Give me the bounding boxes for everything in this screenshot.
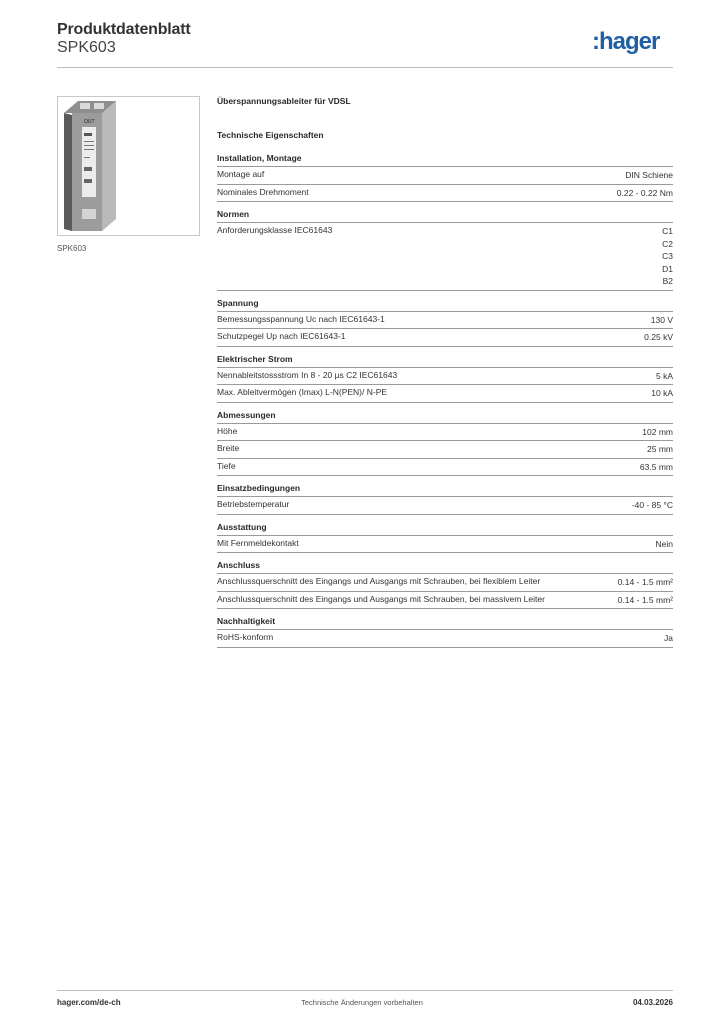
spec-row: [217, 536, 673, 554]
spec-section: [217, 616, 673, 648]
spec-label: Anschlussquerschnitt des Eingangs und Ausgangs mit Schrauben, bei flexiblem Leiter: [217, 576, 541, 586]
spec-value-item: D1: [662, 263, 673, 274]
spec-label: Schutzpegel Up nach IEC61643-1: [217, 331, 346, 341]
spec-section: [217, 153, 673, 202]
spec-label: Anschlussquerschnitt des Eingangs und Ausgangs mit Schrauben, bei massivem Leiter: [217, 593, 545, 604]
spec-value: [624, 499, 673, 512]
spec-value-item: B2: [662, 276, 673, 286]
spec-row: [217, 459, 673, 477]
spec-label: Mit Fernmeldekontakt: [217, 537, 299, 548]
spec-value-item: 25 mm: [647, 444, 673, 454]
spec-value: [609, 187, 673, 200]
spec-label: Tiefe: [217, 460, 236, 471]
spec-row: [217, 223, 673, 291]
image-caption: SPK603: [57, 244, 87, 253]
section-title: Abmessungen: [217, 410, 673, 424]
section-title: Nachhaltigkeit: [217, 616, 673, 630]
spec-value: [610, 576, 673, 589]
spec-value-item: 0.14 - 1.5 mm²: [617, 594, 673, 605]
spec-value-item: C1: [662, 226, 673, 236]
spec-value-item: DIN Schiene: [625, 170, 673, 180]
spec-label: Nominales Drehmoment: [217, 186, 309, 197]
spec-value: [656, 632, 673, 645]
spec-row: [217, 368, 673, 386]
product-image: [57, 96, 200, 236]
spec-value: [636, 331, 673, 344]
spec-value: [654, 225, 673, 288]
spec-value-item: -40 - 85 °C: [631, 500, 673, 510]
footer-divider: [57, 990, 673, 991]
product-code: SPK603: [57, 39, 116, 56]
spec-value-item: 5 kA: [655, 370, 673, 381]
spec-sections: [217, 153, 673, 648]
spec-value: [610, 594, 673, 607]
spec-value: [643, 314, 673, 327]
spec-value: [643, 387, 673, 400]
spec-value: [617, 169, 673, 182]
spec-row: [217, 385, 673, 403]
section-title: Normen: [217, 209, 673, 223]
spec-value: [639, 443, 673, 456]
spec-row: [217, 441, 673, 459]
hager-logo-text: :hager: [592, 28, 660, 55]
section-title: Spannung: [217, 298, 673, 312]
spec-value-item: Nein: [655, 538, 673, 549]
spec-section: [217, 483, 673, 515]
spec-section: [217, 560, 673, 609]
spec-value-item: 0.25 kV: [644, 332, 673, 342]
spec-row: [217, 424, 673, 442]
footer-website: hager.com/de-ch: [57, 998, 121, 1007]
spec-section: [217, 209, 673, 291]
footer-date: 04.03.2026: [632, 998, 673, 1007]
spec-label: Breite: [217, 443, 240, 453]
header-divider: [57, 67, 673, 68]
product-description: Überspannungsableiter für VDSL: [217, 96, 351, 106]
spec-value-item: 130 V: [650, 314, 673, 325]
spec-row: [217, 329, 673, 347]
spec-heading: Technische Eigenschaften: [217, 130, 324, 140]
spec-section: [217, 354, 673, 403]
spec-value-item: 63.5 mm: [639, 461, 673, 472]
section-title: Installation, Montage: [217, 153, 673, 167]
spec-row: [217, 167, 673, 185]
spec-label: Betriebstemperatur: [217, 499, 290, 509]
spec-label: Max. Ableitvermögen (Imax) L-N(PEN)/ N-PE: [217, 387, 388, 397]
spec-content: [217, 96, 673, 648]
spec-section: [217, 410, 673, 477]
spec-section: [217, 522, 673, 554]
spec-row: [217, 497, 673, 515]
spec-label: Bemessungsspannung Uc nach IEC61643-1: [217, 313, 385, 324]
spec-row: [217, 574, 673, 592]
spec-value-item: 0.14 - 1.5 mm²: [617, 577, 673, 587]
hager-logo: [592, 27, 672, 57]
spec-value-item: 0.22 - 0.22 Nm: [616, 187, 673, 198]
spec-row: [217, 312, 673, 330]
spec-label: Anforderungsklasse IEC61643: [217, 225, 333, 235]
spec-value-item: Ja: [664, 633, 673, 643]
spec-section: [217, 298, 673, 347]
spec-value: [634, 426, 673, 439]
spec-value-item: 102 mm: [642, 426, 673, 437]
spec-value-item: C3: [662, 251, 673, 261]
spec-row: [217, 185, 673, 203]
spec-label: Montage auf: [217, 169, 265, 179]
spec-label: RoHS-konform: [217, 632, 274, 642]
spec-row: [217, 630, 673, 648]
spec-value: [648, 370, 673, 383]
spec-value: [648, 538, 673, 551]
footer-notice: Technische Änderungen vorbehalten: [301, 998, 423, 1007]
spec-value-item: C2: [662, 238, 673, 249]
spec-label: Höhe: [217, 425, 238, 436]
section-title: Ausstattung: [217, 522, 673, 536]
device-out-label: OUT: [84, 119, 95, 125]
section-title: Anschluss: [217, 560, 673, 574]
page-title: Produktdatenblatt: [57, 21, 191, 38]
section-title: Einsatzbedingungen: [217, 483, 673, 497]
spec-value: [632, 461, 673, 474]
spec-label: Nennableitstossstrom In 8 - 20 µs C2 IEC61643: [217, 369, 398, 380]
section-title: Elektrischer Strom: [217, 354, 673, 368]
spec-value-item: 10 kA: [651, 388, 673, 398]
spec-row: [217, 592, 673, 610]
